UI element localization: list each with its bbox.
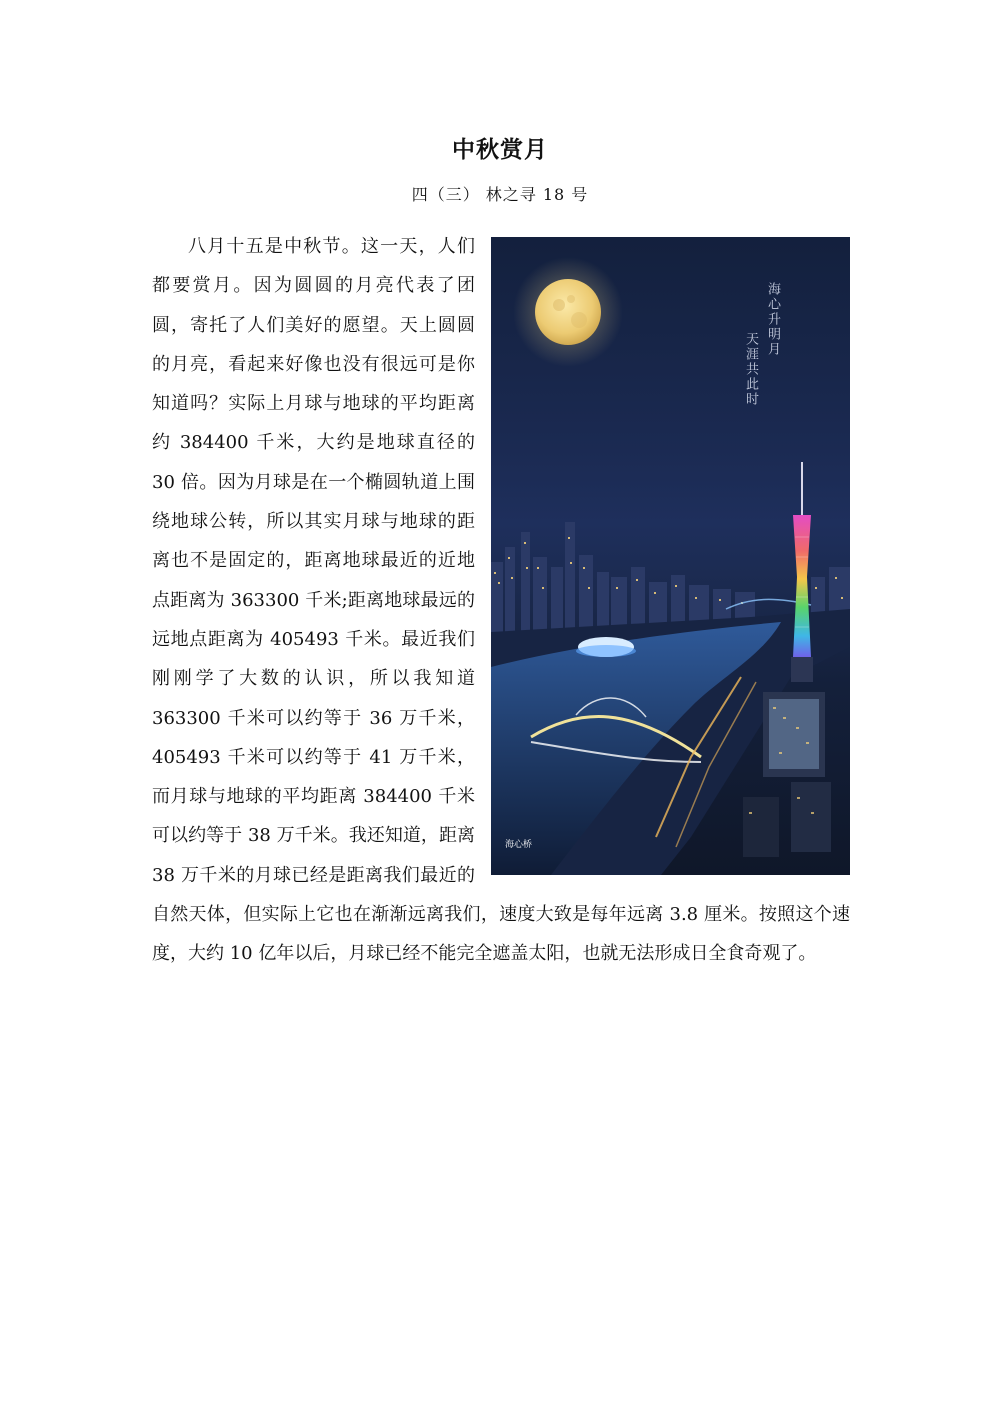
page-title: 中秋赏月: [452, 137, 548, 163]
poem-line-2: 天涯共此时: [743, 332, 758, 407]
article-body: [152, 227, 850, 974]
night-city-illustration: [491, 237, 850, 875]
canton-tower: [791, 462, 813, 682]
author-byline: 四（三） 林之寻 18 号: [411, 185, 589, 204]
poem-line-1: 海心升明月: [765, 282, 780, 357]
full-moon: [535, 279, 601, 345]
article-paragraph: 八月十五是中秋节。这一天，人们都要赏月。因为圆圆的月亮代表了团圆，寄托了人们美好的愿望。天上圆圆的月亮，看起来好像也没有很远可是你知道吗？实际上月球与地球的平均距离约 384400 千米，大约是地球直径的 30 倍。因为月球是在一个椭圆轨道上围绕地球公转，所以其实月球与地球的距离也不是固定的，距离地球最近的近地点距离为 363300 千米;距离地球最远的远地点距离为 405493 千米。最近我们刚刚学了大数的认识，所以我知道 363300 千米可以约等于 36 万千米，405493 千米可以约等于 41 万千米，而月球与地球的平均距离 384400 千米可以约等于 38 万千米。我还知道，距离 38 万千米的月球已经是距离我们最近的自然天体，但实际上它也在渐渐远离我们，速度大致是每年远离 3.8 厘米。按照这个速度，大约 10 亿年以后，月球已经不能完全遮盖太阳，也就无法形成日全食奇观了。: [152, 236, 850, 965]
photo-caption: 海心桥: [505, 839, 533, 850]
mid-autumn-photo: [491, 237, 850, 875]
